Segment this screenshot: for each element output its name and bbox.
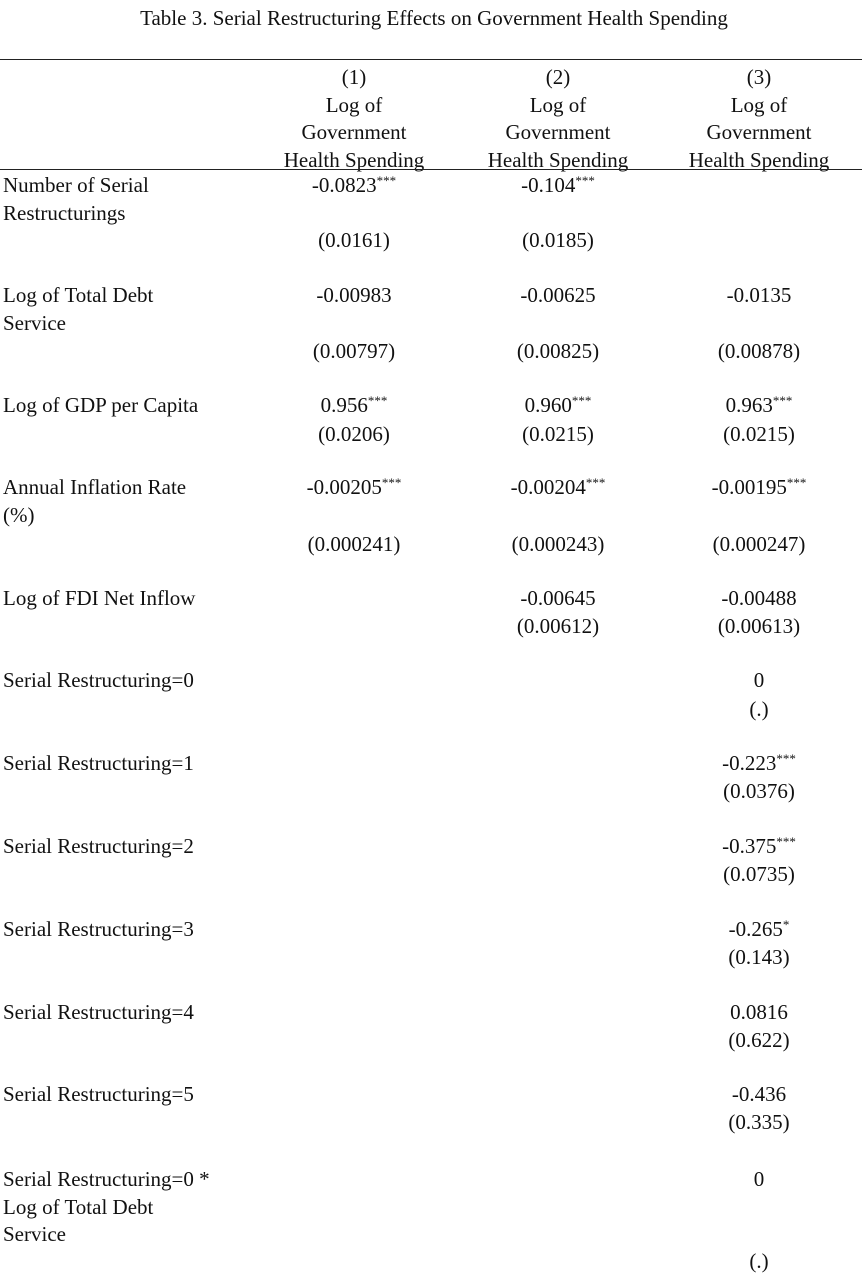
- coefficient-cell: [671, 916, 847, 943]
- standard-error: (0.0376): [723, 779, 795, 803]
- row-label: [3, 585, 195, 613]
- standard-error: (0.00613): [717, 614, 801, 638]
- coefficient-value: -0.00625: [520, 283, 596, 307]
- standard-error: (0.143): [728, 945, 790, 969]
- row-label-line: Serial Restructuring=0 *: [3, 1167, 210, 1191]
- coefficient-value: -0.0135: [726, 283, 792, 307]
- coefficient-value: -0.265: [728, 917, 783, 941]
- table-title: Table 3. Serial Restructuring Effects on Government Health Spending: [140, 6, 728, 30]
- coefficient-cell: [470, 282, 646, 309]
- coefficient-cell: [470, 172, 646, 199]
- standard-error: (0.00825): [516, 339, 600, 363]
- coefficient-value: -0.104: [521, 173, 576, 197]
- standard-error: (.): [749, 1249, 769, 1273]
- significance-stars: ***: [381, 475, 402, 490]
- column-label-line: Health Spending: [688, 147, 830, 172]
- significance-stars: ***: [786, 475, 807, 490]
- standard-error: (0.0185): [522, 228, 594, 252]
- row-label-line: Log of GDP per Capita: [3, 393, 199, 417]
- coefficient-value: -0.00983: [316, 283, 392, 307]
- column-label-line: Health Spending: [283, 147, 425, 172]
- coefficient-value: 0.960: [524, 393, 572, 417]
- significance-stars: ***: [376, 173, 397, 188]
- significance-stars: *: [782, 917, 790, 932]
- row-label-line: Service: [3, 1222, 66, 1246]
- row-label: [3, 750, 194, 778]
- coefficient-value: -0.436: [731, 1082, 787, 1106]
- coefficient-value: 0: [753, 668, 765, 692]
- column-number: (1): [341, 65, 367, 89]
- column-header-1: [266, 64, 442, 174]
- standard-error: (0.0161): [318, 228, 390, 252]
- coefficient-cell: [671, 585, 847, 612]
- coefficient-cell: [266, 282, 442, 309]
- column-number: (2): [545, 65, 571, 89]
- coefficient-cell: [671, 282, 847, 309]
- column-label-line: Health Spending: [487, 147, 629, 172]
- top-rule: [0, 59, 862, 60]
- row-label: [3, 474, 186, 529]
- standard-error: (0.00878): [717, 339, 801, 363]
- standard-error: (0.622): [728, 1028, 790, 1052]
- significance-stars: ***: [575, 173, 595, 188]
- significance-stars: ***: [772, 393, 793, 408]
- standard-error: (0.00612): [516, 614, 600, 638]
- row-label-line: Serial Restructuring=0: [3, 668, 194, 692]
- column-label-line: Government: [505, 120, 611, 144]
- row-label: [3, 667, 194, 695]
- row-label-line: Log of FDI Net Inflow: [3, 586, 196, 610]
- coefficient-cell: [470, 474, 646, 501]
- standard-error: (0.0735): [723, 862, 795, 886]
- coefficient-value: -0.00488: [721, 586, 797, 610]
- coefficient-cell: [671, 667, 847, 694]
- coefficient-value: -0.00205: [306, 475, 382, 499]
- row-label-line: Serial Restructuring=5: [3, 1082, 194, 1106]
- significance-stars: ***: [585, 475, 606, 490]
- coefficient-value: -0.00645: [520, 586, 596, 610]
- row-label: [3, 282, 153, 337]
- column-label-line: Log of: [325, 92, 383, 117]
- row-label: [3, 916, 194, 944]
- coefficient-cell: [470, 392, 646, 419]
- standard-error: (0.335): [728, 1110, 790, 1134]
- row-label-line: Serial Restructuring=2: [3, 834, 194, 858]
- coefficient-value: 0.0816: [730, 1000, 788, 1024]
- standard-error: (0.0206): [318, 422, 390, 446]
- row-label: [3, 392, 198, 420]
- column-label-line: Log of: [529, 92, 587, 117]
- coefficient-value: -0.00195: [711, 475, 787, 499]
- row-label: [3, 999, 194, 1027]
- coefficient-cell: [266, 392, 442, 419]
- row-label-line: Log of Total Debt: [3, 283, 154, 307]
- coefficient-value: 0.963: [725, 393, 773, 417]
- standard-error: (0.0215): [723, 422, 795, 446]
- row-label: [3, 1166, 210, 1249]
- coefficient-cell: [266, 474, 442, 501]
- coefficient-value: 0.956: [320, 393, 368, 417]
- row-label-line: Serial Restructuring=1: [3, 751, 194, 775]
- standard-error: (.): [749, 697, 769, 721]
- coefficient-cell: [671, 750, 847, 777]
- coefficient-cell: [671, 392, 847, 419]
- significance-stars: ***: [367, 393, 388, 408]
- standard-error: (0.0215): [522, 422, 594, 446]
- column-number: (3): [746, 65, 772, 89]
- row-label-line: Annual Inflation Rate: [3, 475, 187, 499]
- coefficient-cell: [671, 1081, 847, 1108]
- coefficient-cell: [671, 833, 847, 860]
- coefficient-value: -0.223: [722, 751, 777, 775]
- column-label-line: Government: [301, 120, 407, 144]
- standard-error: (0.000247): [712, 532, 806, 556]
- row-label-line: (%): [3, 502, 35, 527]
- row-label-line: Serial Restructuring=3: [3, 917, 194, 941]
- row-label-line: Number of Serial: [3, 173, 149, 197]
- standard-error: (0.00797): [312, 339, 396, 363]
- column-header-2: [470, 64, 646, 174]
- row-label: [3, 1081, 194, 1109]
- standard-error: (0.000241): [307, 532, 401, 556]
- coefficient-cell: [671, 999, 847, 1026]
- row-label: [3, 172, 149, 227]
- column-label-line: Government: [706, 120, 812, 144]
- coefficient-cell: [470, 585, 646, 612]
- row-label-line: Restructurings: [3, 200, 126, 225]
- coefficient-value: -0.0823: [311, 173, 377, 197]
- coefficient-cell: [266, 172, 442, 199]
- row-label-line: Service: [3, 310, 66, 335]
- significance-stars: ***: [571, 393, 592, 408]
- header-rule: [0, 169, 862, 170]
- standard-error: (0.000243): [511, 532, 605, 556]
- coefficient-value: 0: [753, 1167, 765, 1191]
- column-header-3: [671, 64, 847, 174]
- coefficient-cell: [671, 1166, 847, 1193]
- row-label: [3, 833, 194, 861]
- column-label-line: Log of: [730, 92, 788, 117]
- row-label-line: Log of Total Debt: [3, 1194, 154, 1219]
- coefficient-cell: [671, 474, 847, 501]
- significance-stars: ***: [776, 834, 796, 849]
- row-label-line: Serial Restructuring=4: [3, 1000, 194, 1024]
- coefficient-value: -0.375: [722, 834, 777, 858]
- coefficient-value: -0.00204: [510, 475, 586, 499]
- significance-stars: ***: [776, 751, 796, 766]
